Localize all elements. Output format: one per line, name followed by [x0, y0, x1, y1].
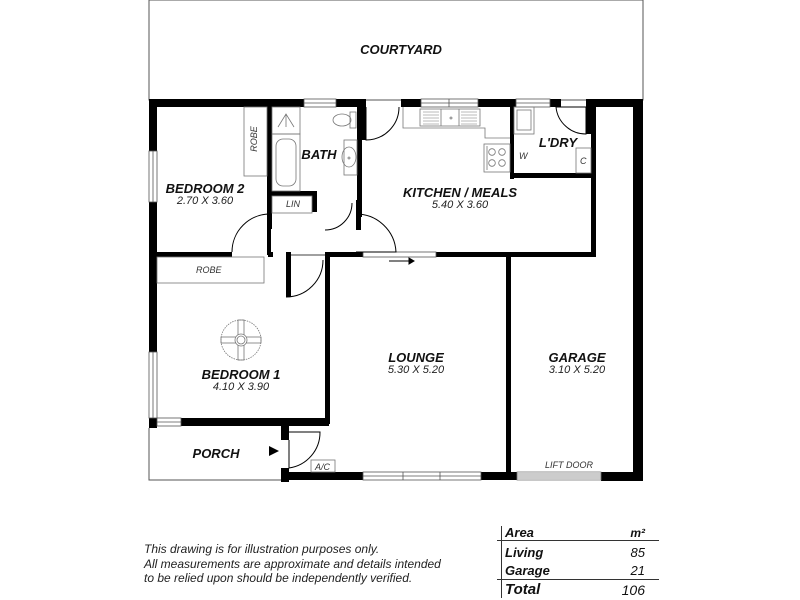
- bedroom1-label: BEDROOM 1: [201, 367, 281, 382]
- area-header-label: Area: [505, 525, 534, 540]
- area-table-divider: [501, 526, 502, 598]
- area-row-value: 85: [630, 544, 645, 560]
- fixtures: [157, 107, 594, 472]
- laundry-label: L'DRY: [538, 135, 578, 150]
- linen-label: LIN: [286, 199, 301, 209]
- lift-door: [517, 472, 601, 480]
- area-table-header: [497, 524, 659, 540]
- area-row-garage: [497, 561, 659, 579]
- robe-bedroom1-label: ROBE: [196, 265, 222, 275]
- entry-arrow-icon: [269, 446, 279, 456]
- courtyard-label: COURTYARD: [360, 42, 442, 57]
- disclaimer-line-3: to be relied upon should be independently verified.: [144, 571, 413, 585]
- disclaimer-line-1: This drawing is for illustration purposes only.: [144, 542, 380, 556]
- bedroom2-dimensions: 2.70 X 3.60: [176, 195, 234, 207]
- interior-walls: [157, 99, 606, 474]
- ceiling-fan-icon: [221, 320, 261, 360]
- area-row-label: Living: [505, 544, 544, 560]
- door-swings: [232, 107, 586, 468]
- area-total-row: [497, 579, 659, 599]
- garage-label: GARAGE: [548, 350, 606, 365]
- disclaimer-line-2: All measurements are approximate and details intended: [144, 556, 441, 571]
- exterior-walls: [149, 99, 643, 482]
- bath-label: BATH: [301, 147, 337, 162]
- area-table: [497, 524, 659, 599]
- area-row-label: Garage: [505, 562, 550, 578]
- cupboard-label: C: [580, 156, 587, 166]
- disclaimer-text: [144, 542, 441, 586]
- bedroom2-label: BEDROOM 2: [165, 181, 245, 196]
- porch-label: PORCH: [192, 446, 240, 461]
- bedroom1-dimensions: 4.10 X 3.90: [212, 381, 270, 393]
- aircon-label: A/C: [315, 462, 331, 472]
- area-row-value: 21: [630, 562, 645, 578]
- sliding-door-arrow-icon: [389, 258, 414, 264]
- area-table-body: [497, 540, 659, 579]
- kitchen-meals-dimensions: 5.40 X 3.60: [431, 199, 489, 211]
- area-header-unit: m²: [630, 526, 645, 540]
- area-row-living: [497, 543, 659, 561]
- lounge-label: LOUNGE: [388, 350, 444, 365]
- washer-label: W: [519, 151, 528, 161]
- kitchen-meals-label: KITCHEN / MEALS: [402, 185, 518, 200]
- garage-dimensions: 3.10 X 5.20: [548, 364, 606, 376]
- robe-bedroom2-label: ROBE: [248, 126, 259, 152]
- area-total-value: 106: [621, 581, 645, 598]
- lounge-dimensions: 5.30 X 5.20: [387, 364, 445, 376]
- area-total-label: Total: [505, 581, 541, 598]
- lift-door-label: LIFT DOOR: [545, 460, 594, 470]
